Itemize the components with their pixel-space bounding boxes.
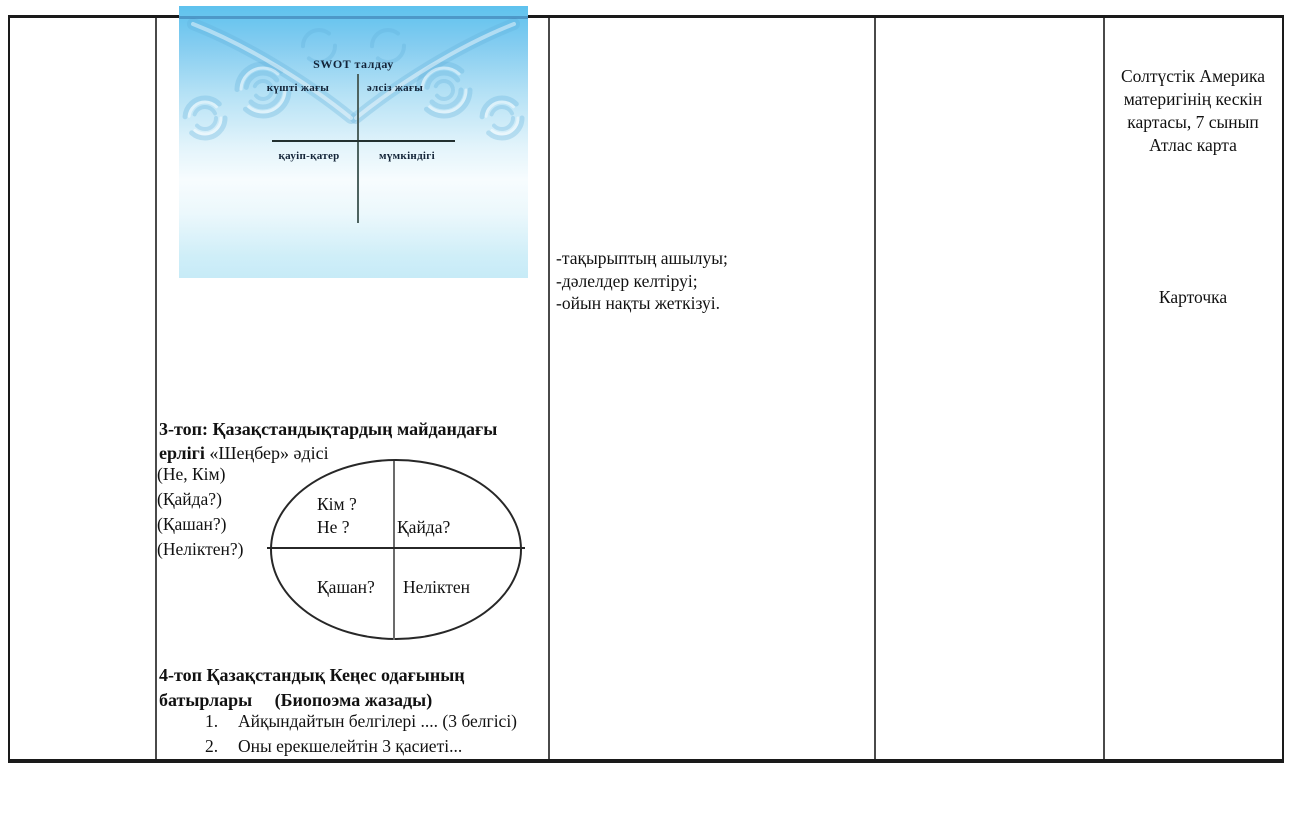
circle-label-nelikten: Неліктен	[403, 577, 471, 597]
resources-card-text: Карточка	[1158, 287, 1228, 307]
swot-analysis-image	[179, 6, 528, 278]
group4-numbered-list	[205, 709, 517, 759]
group4-heading	[159, 663, 465, 713]
circle-vertical-line	[393, 461, 395, 640]
question-item: (Неліктен?)	[157, 539, 244, 559]
swot-threats-label: қауіп-қатер	[278, 150, 340, 162]
circle-method-diagram	[270, 459, 522, 640]
question-item: (Қашан?)	[157, 514, 227, 534]
list-item	[205, 734, 517, 759]
swot-strengths-label: күшті жағы	[266, 82, 330, 94]
swot-cross-vertical-line	[357, 74, 359, 223]
swot-cross-horizontal-line	[272, 140, 455, 142]
assessment-criteria	[556, 247, 728, 315]
swot-title: SWOT талдау	[313, 57, 394, 71]
group3-heading	[159, 417, 497, 465]
circle-label-kim: Кім ?	[317, 494, 357, 514]
criteria-line: -дәлелдер келтіруі;	[556, 270, 698, 291]
group3-heading-line1	[159, 417, 497, 441]
circle-horizontal-line	[267, 547, 525, 549]
resources-line: материгінің кескін	[1123, 89, 1263, 109]
circle-label-qayda: Қайда?	[397, 517, 451, 537]
question-item: (Қайда?)	[157, 489, 222, 509]
resources-map-text	[1107, 65, 1279, 157]
criteria-line: -тақырыптың ашылуы;	[556, 248, 728, 268]
column-divider-3	[874, 18, 876, 759]
circle-quadrant-top-left	[317, 493, 357, 539]
column-divider-2	[548, 18, 550, 759]
group3-heading-line1-text: 3-топ: Қазақстандықтардың майдандағы	[159, 419, 498, 439]
resources-line: Солтүстік Америка	[1120, 66, 1266, 86]
list-item-number: 2.	[205, 736, 219, 756]
group4-heading-line2: батырлары (Биопоэма жазады)	[159, 690, 433, 710]
circle-label-ne: Не ?	[317, 517, 350, 537]
swot-weaknesses-label: әлсіз жағы	[366, 82, 424, 94]
circle-label-qashan: Қашан?	[317, 577, 375, 597]
criteria-line: -ойын нақты жеткізуі.	[556, 293, 721, 313]
group3-question-list	[157, 462, 243, 562]
list-item-text: Айқындайтын белгілері .... (3 белгісі)	[238, 711, 518, 731]
list-item-number: 1.	[205, 711, 219, 731]
column-divider-4	[1103, 18, 1105, 759]
group3-heading-line2-method: «Шеңбер» әдісі	[204, 443, 329, 463]
group3-heading-line2-bold: ерлігі	[159, 443, 205, 463]
column-divider-1	[155, 18, 157, 759]
lesson-plan-table	[8, 15, 1284, 763]
row-border-through-image	[179, 16, 528, 19]
resources-line: картасы, 7 сынып	[1127, 112, 1259, 132]
swot-opportunities-label: мүмкіндігі	[379, 150, 435, 162]
list-item-text: Оны ерекшелейтін 3 қасиеті...	[238, 736, 463, 756]
group4-heading-line1: 4-топ Қазақстандық Кеңес одағының	[159, 665, 465, 685]
question-item: (Не, Кім)	[157, 464, 226, 484]
list-item	[205, 709, 517, 734]
resources-line: Атлас карта	[1149, 135, 1237, 155]
